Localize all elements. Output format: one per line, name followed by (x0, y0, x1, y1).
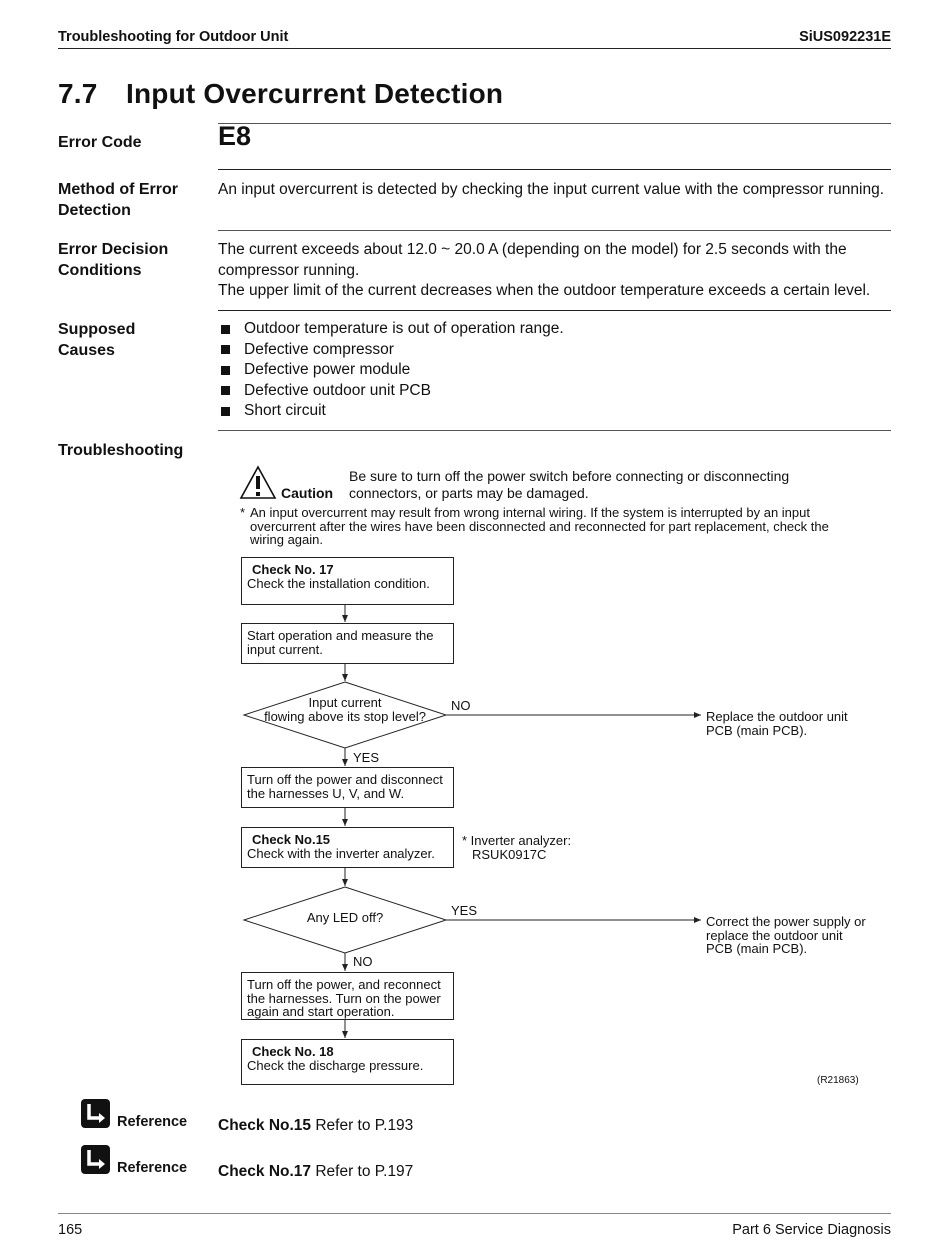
method-label-line-1: Method of Error (58, 181, 178, 198)
decision-1-yes-label: YES (353, 750, 380, 765)
wiring-note: * An input overcurrent may result from wrong internal wiring. If the system is interrupted by an input overcurrent after the wires have been disconnected and reconnected for part replacement, check the wiring again. (240, 505, 829, 547)
box-title: Check No. 17 (252, 562, 334, 577)
decision-1-no-label: NO (451, 698, 471, 713)
method-label-line-2: Detection (58, 202, 131, 219)
reference-check: Check No.15 (218, 1117, 312, 1134)
list-item: Defective outdoor unit PCB (218, 381, 564, 402)
causes-label-line-1: Supposed (58, 321, 136, 338)
decision-label-line-1: Error Decision (58, 241, 169, 258)
decision-2-no-label: NO (353, 954, 373, 969)
result-correct-power: Correct the power supply or replace the outdoor unit PCB (main PCB). (706, 914, 866, 956)
document-code: SiUS092231E (799, 29, 891, 45)
reference-label: Reference (117, 1114, 188, 1130)
decision-1-text: Input current flowing above its stop level? (264, 695, 426, 724)
list-item: Defective power module (218, 360, 564, 381)
decision-line-3: The upper limit of the current decreases when the outdoor temperature exceeds a certain level. (218, 282, 871, 299)
decision-label-line-2: Conditions (58, 262, 142, 279)
section-number: 7.7 (58, 78, 98, 109)
check-17-box: Check No. 17 Check the installation condition. (241, 557, 454, 605)
reference-arrow-icon (81, 1099, 110, 1128)
troubleshooting-label: Troubleshooting (58, 442, 184, 459)
inverter-analyzer-note: * Inverter analyzer: RSUK0917C (462, 833, 572, 862)
caution-text: Be sure to turn off the power switch before connecting or disconnecting connectors, or parts may be damaged. (349, 468, 790, 501)
disconnect-harness-box: Turn off the power and disconnect the harnesses U, V, and W. (241, 767, 454, 808)
decision-line-1: The current exceeds about 12.0 ~ 20.0 A (depending on the model) for 2.5 seconds with the (218, 241, 847, 258)
reference-arrow-icon (81, 1145, 110, 1174)
decision-2-yes-label: YES (451, 903, 478, 918)
list-item: Outdoor temperature is out of operation range. (218, 319, 564, 340)
list-item: Short circuit (218, 401, 564, 422)
error-code-value: E8 (218, 121, 252, 151)
section-title-text: Input Overcurrent Detection (126, 78, 504, 109)
causes-label-line-2: Causes (58, 342, 115, 359)
check-15-box: Check No.15 Check with the inverter analyzer. (241, 827, 454, 868)
reference-1: Check No.15 Refer to P.193 (218, 1117, 414, 1134)
page-number: 165 (58, 1222, 83, 1238)
footer-part-title: Part 6 Service Diagnosis (732, 1222, 891, 1238)
reference-check: Check No.17 (218, 1163, 312, 1180)
error-code-label: Error Code (58, 134, 142, 151)
box-title: Check No. 18 (252, 1044, 334, 1059)
figure-id: (R21863) (817, 1075, 859, 1086)
footer-rule (58, 1213, 891, 1214)
result-replace-pcb: Replace the outdoor unit PCB (main PCB). (706, 709, 848, 738)
reference-2: Check No.17 Refer to P.197 (218, 1163, 414, 1180)
check-18-box: Check No. 18 Check the discharge pressure. (241, 1039, 454, 1085)
running-header-title: Troubleshooting for Outdoor Unit (58, 29, 289, 45)
reconnect-harness-box: Turn off the power, and reconnect the harnesses. Turn on the power again and start operation. (241, 972, 454, 1020)
caution-label: Caution (281, 485, 334, 501)
box-title: Check No.15 (252, 832, 331, 847)
note-mark: * (240, 505, 246, 520)
reference-label: Reference (117, 1160, 188, 1176)
decision-2-text: Any LED off? (306, 910, 384, 925)
method-text: An input overcurrent is detected by checking the input current value with the compressor running. (218, 181, 885, 198)
measure-current-box: Start operation and measure the input current. (241, 623, 454, 664)
list-item: Defective compressor (218, 340, 564, 361)
decision-line-2: compressor running. (218, 261, 360, 279)
